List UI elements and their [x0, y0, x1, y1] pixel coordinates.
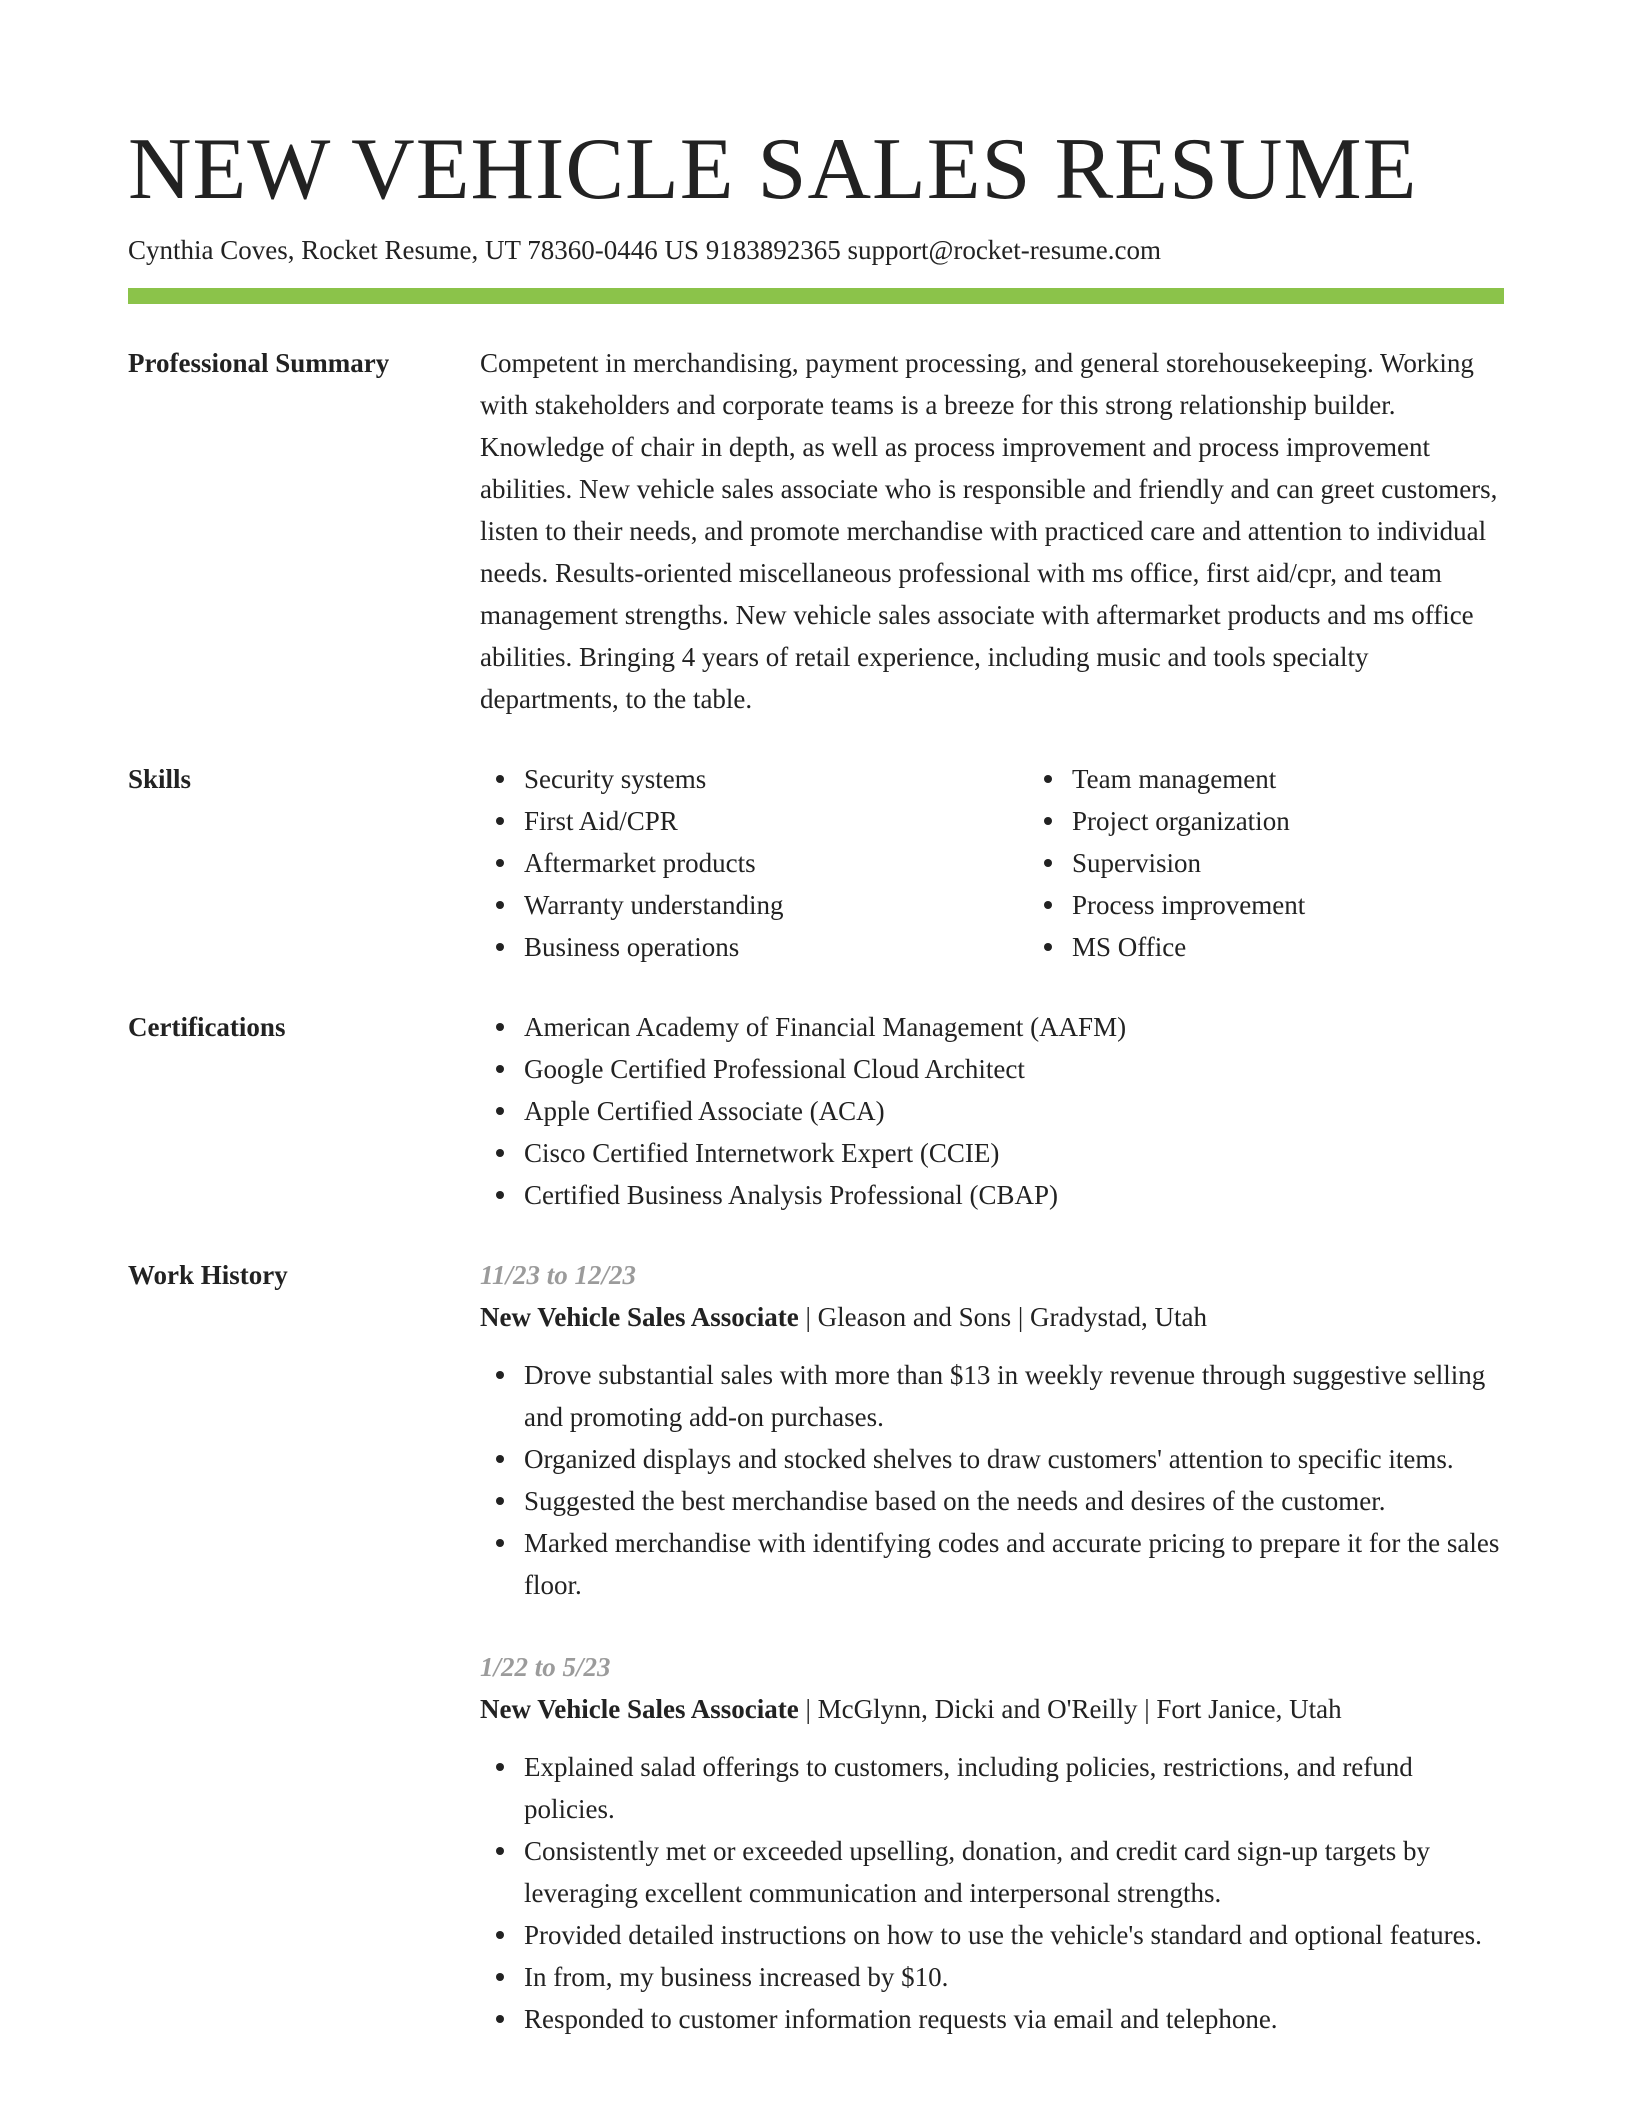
certification-item: Certified Business Analysis Professional (CBAP) — [524, 1174, 1504, 1216]
resume-title: NEW VEHICLE SALES RESUME — [128, 121, 1418, 218]
work-history-section — [128, 1254, 1504, 2040]
certifications-label: Certifications — [128, 1012, 286, 1042]
skill-item: Team management — [1072, 758, 1532, 800]
job-details: | Gleason and Sons | Gradystad, Utah — [798, 1302, 1207, 1332]
job-bullet: Explained salad offerings to customers, including policies, restrictions, and refund policies. — [524, 1746, 1504, 1830]
skills-list-left — [480, 758, 984, 968]
job-dates: 11/23 to 12/23 — [480, 1260, 637, 1290]
skill-item: Warranty understanding — [524, 884, 984, 926]
summary-body — [480, 342, 1504, 720]
job-title: New Vehicle Sales Associate — [480, 1694, 799, 1724]
skill-item: Supervision — [1072, 842, 1532, 884]
job-bullet: Organized displays and stocked shelves to draw customers' attention to specific items. — [524, 1438, 1504, 1480]
certification-item: American Academy of Financial Management (AAFM) — [524, 1006, 1504, 1048]
job-header — [480, 1688, 1504, 1730]
job-title: New Vehicle Sales Associate — [480, 1302, 799, 1332]
work-history-body — [480, 1254, 1504, 2040]
job-bullet: Drove substantial sales with more than $13 in weekly revenue through suggestive selling and promoting add-on purchases. — [524, 1354, 1504, 1438]
certifications-body — [480, 1006, 1504, 1216]
accent-divider — [128, 288, 1504, 304]
job-entry — [480, 1254, 1504, 1606]
contact-line: Cynthia Coves, Rocket Resume, UT 78360-0446 US 9183892365 support@rocket-resume.com — [128, 235, 1161, 265]
summary-section — [128, 342, 1504, 720]
skills-label: Skills — [128, 764, 192, 794]
summary-text: Competent in merchandising, payment processing, and general storehousekeeping. Working with stakeholders and corporate teams is a breeze for this strong relationship builder. Knowledge of chair in depth, as well as process improvement and process improvement abilities. New vehicle sales associate who is responsible and friendly and can greet customers, listen to their needs, and promote merchandise with practiced care and attention to individual needs. Results-oriented miscellaneous professional with ms office, first aid/cpr, and team management strengths. New vehicle sales associate with aftermarket products and ms office abilities. Bringing 4 years of retail experience, including music and tools specialty departments, to the table. — [480, 348, 1498, 714]
skill-item: Process improvement — [1072, 884, 1532, 926]
job-header — [480, 1296, 1504, 1338]
skills-list-right — [1028, 758, 1532, 968]
certification-item: Cisco Certified Internetwork Expert (CCIE) — [524, 1132, 1504, 1174]
summary-label: Professional Summary — [128, 348, 390, 378]
job-bullet: Consistently met or exceeded upselling, donation, and credit card sign-up targets by leveraging excellent communication and interpersonal strengths. — [524, 1830, 1504, 1914]
job-bullets — [480, 1354, 1504, 1606]
certifications-section — [128, 1006, 1504, 1216]
certification-item: Apple Certified Associate (ACA) — [524, 1090, 1504, 1132]
skills-section — [128, 758, 1504, 968]
work-history-label: Work History — [128, 1260, 288, 1290]
certifications-list — [480, 1006, 1504, 1216]
skill-item: Business operations — [524, 926, 984, 968]
skill-item: Security systems — [524, 758, 984, 800]
job-bullet: Marked merchandise with identifying codes and accurate pricing to prepare it for the sales floor. — [524, 1522, 1504, 1606]
job-entry — [480, 1646, 1504, 2040]
skill-item: First Aid/CPR — [524, 800, 984, 842]
job-details: | McGlynn, Dicki and O'Reilly | Fort Janice, Utah — [798, 1694, 1342, 1724]
skill-item: Project organization — [1072, 800, 1532, 842]
certification-item: Google Certified Professional Cloud Architect — [524, 1048, 1504, 1090]
job-bullet: Suggested the best merchandise based on the needs and desires of the customer. — [524, 1480, 1504, 1522]
job-dates: 1/22 to 5/23 — [480, 1652, 611, 1682]
skill-item: Aftermarket products — [524, 842, 984, 884]
job-bullets — [480, 1746, 1504, 2040]
job-bullet: Provided detailed instructions on how to use the vehicle's standard and optional features. — [524, 1914, 1504, 1956]
skill-item: MS Office — [1072, 926, 1532, 968]
job-bullet: Responded to customer information requests via email and telephone. — [524, 1998, 1504, 2040]
skills-body — [480, 758, 1532, 968]
job-bullet: In from, my business increased by $10. — [524, 1956, 1504, 1998]
